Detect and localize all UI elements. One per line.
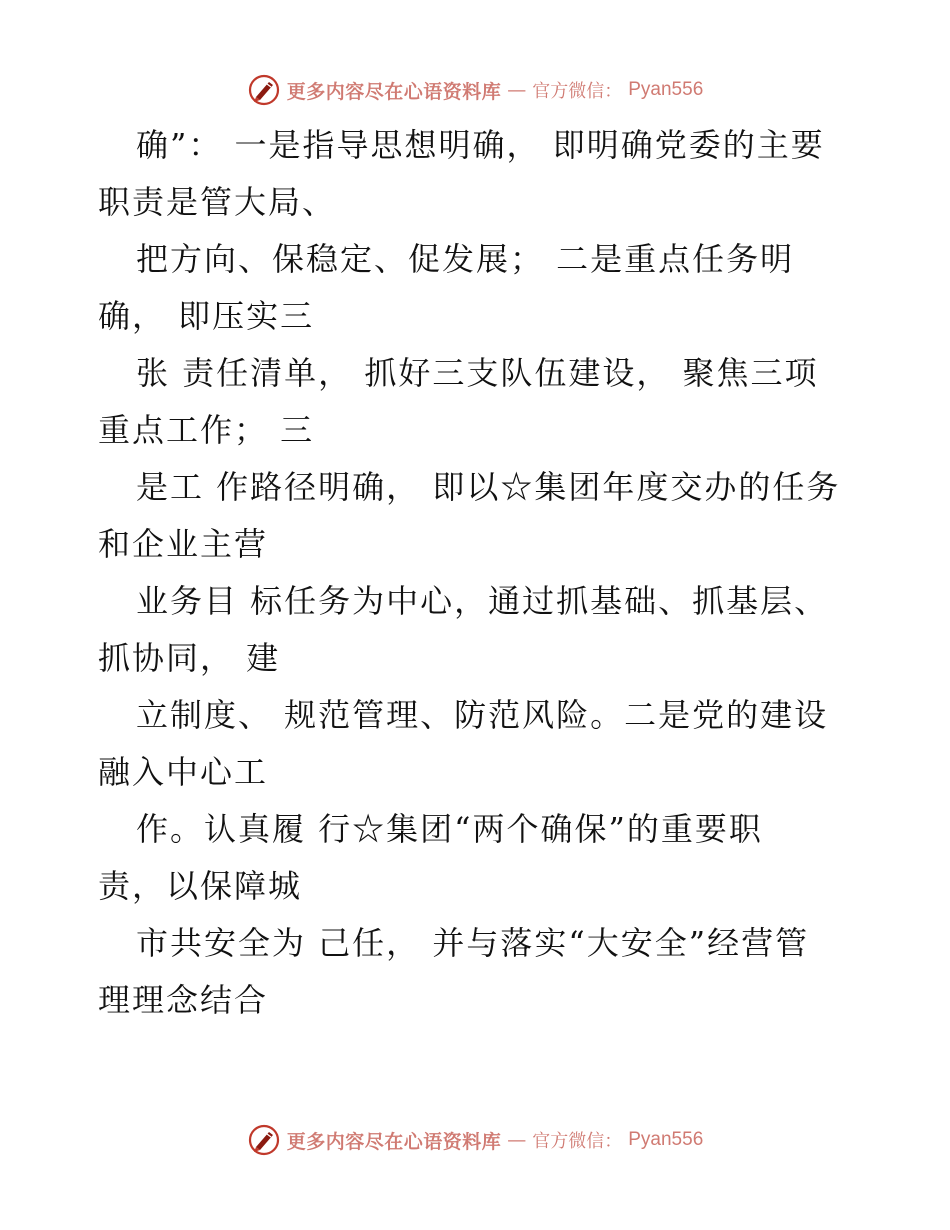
document-body xyxy=(98,117,898,1029)
text-line: 融入中心工 xyxy=(98,753,269,791)
text-line: 理理念结合 xyxy=(98,981,269,1019)
footer-watermark xyxy=(0,1120,950,1160)
text-line: 张 责任清单， 抓好三支队伍建设， 聚焦三项 xyxy=(136,354,819,392)
watermark-wechat-id: Pyan556 xyxy=(628,79,704,100)
pen-logo-icon xyxy=(247,1123,281,1157)
text-line: 业务目 标任务为中心，通过抓基础、抓基层、 xyxy=(136,582,829,620)
pen-logo-icon xyxy=(247,73,281,107)
text-line: 和企业主营 xyxy=(98,525,269,563)
header-watermark xyxy=(0,70,950,110)
text-line: 职责是管大局、 xyxy=(98,183,337,221)
watermark-wechat-label: 官方微信： xyxy=(532,81,623,102)
text-line: 确”： 一是指导思想明确， 即明确党委的主要 xyxy=(136,126,825,164)
text-line: 把方向、保稳定、促发展； 二是重点任务明 xyxy=(136,240,795,278)
text-line: 市共安全为 己任， 并与落实“大安全”经营管 xyxy=(136,924,810,962)
text-line: 立制度、 规范管理、防范风险。二是党的建设 xyxy=(136,696,829,734)
text-line: 作。认真履 行☆集团“两个确保”的重要职 xyxy=(136,810,763,848)
watermark-dash: — xyxy=(507,1129,527,1151)
watermark-dash: — xyxy=(507,79,527,101)
text-line: 责，以保障城 xyxy=(98,867,303,905)
text-line: 抓协同， 建 xyxy=(98,639,281,677)
text-line: 重点工作； 三 xyxy=(98,411,315,449)
watermark-wechat-id: Pyan556 xyxy=(628,1129,704,1150)
watermark-site-text: 更多内容尽在心语资料库 xyxy=(286,80,502,103)
text-line: 确， 即压实三 xyxy=(98,297,315,335)
watermark-wechat-label: 官方微信： xyxy=(532,1131,623,1152)
text-line: 是工 作路径明确， 即以☆集团年度交办的任务 xyxy=(136,468,841,506)
watermark-site-text: 更多内容尽在心语资料库 xyxy=(286,1130,502,1153)
